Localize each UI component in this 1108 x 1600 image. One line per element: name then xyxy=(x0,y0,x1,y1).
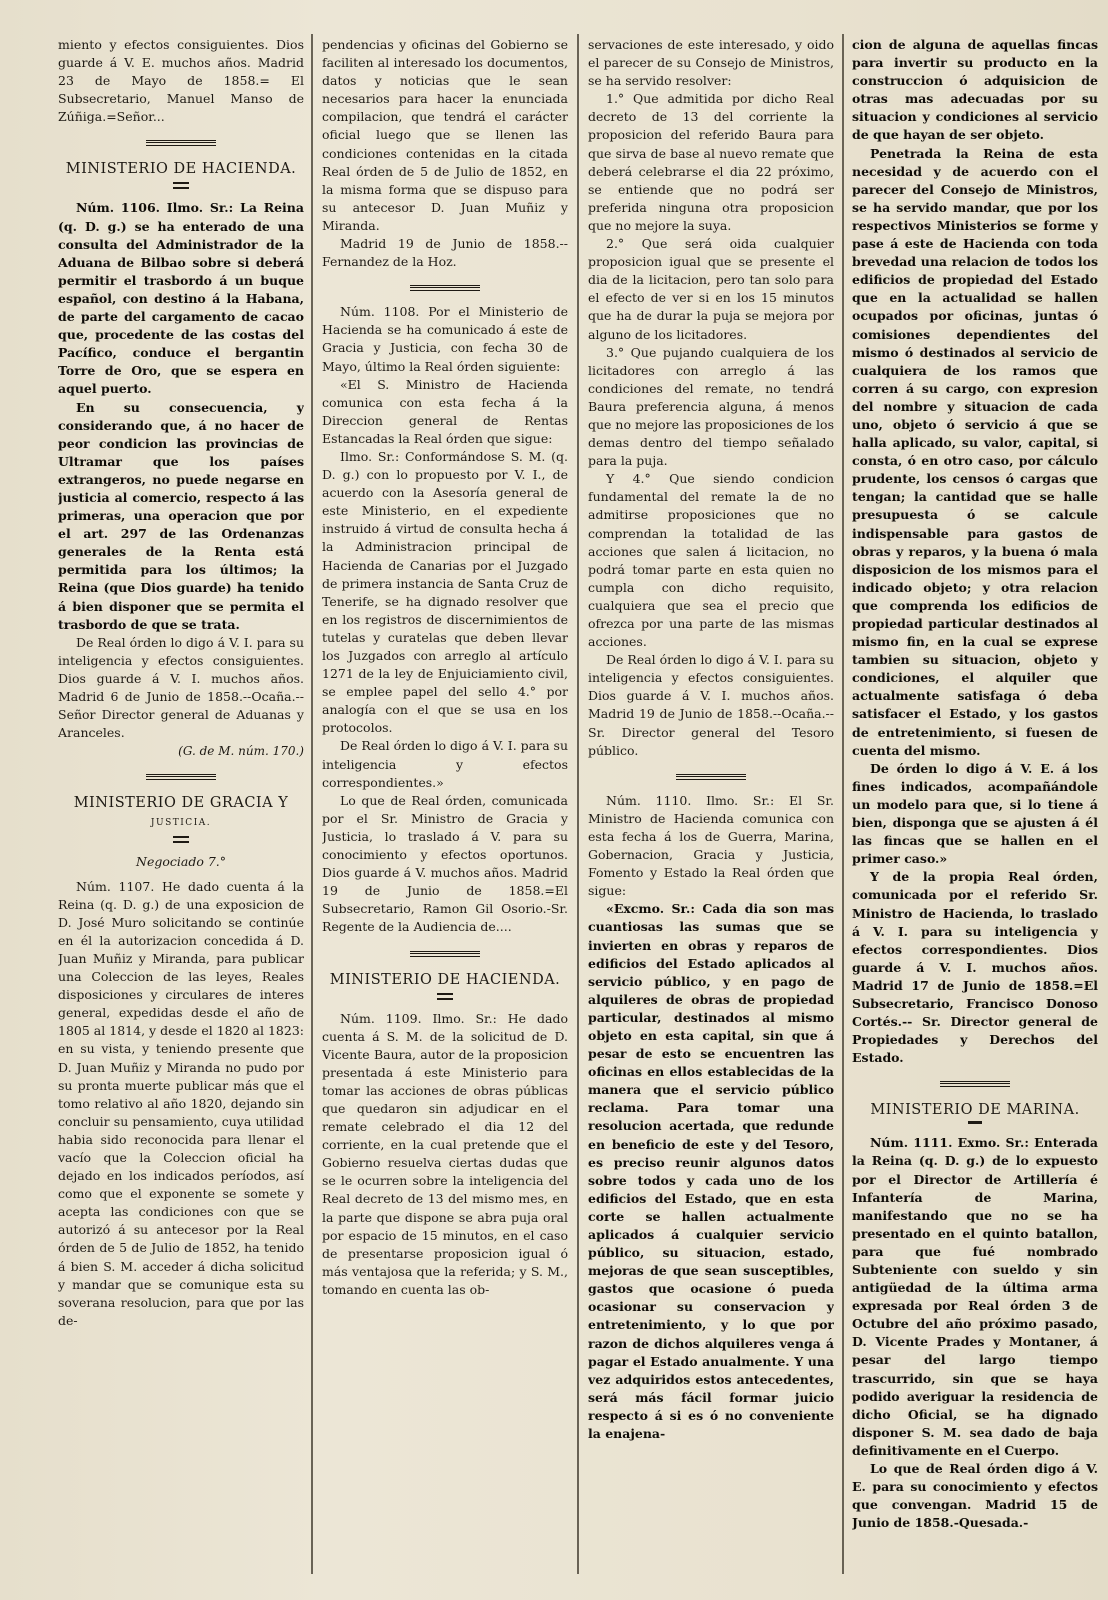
column-1 xyxy=(58,36,304,1330)
heading-ornament xyxy=(173,182,189,189)
paragraph: miento y efectos consiguientes. Dios guarde á V. E. muchos años. Madrid 23 de Mayo de 1858.= El Subsecretario, Manuel Manso de Zúñiga.=Señor... xyxy=(58,37,304,125)
paragraph: De órden lo digo á V. E. á los fines indicados, acompañándole un modelo para que, si lo tiene á bien, disponga que se ajusten á él las fincas que se hallen en el primer caso.» xyxy=(852,760,1098,867)
paragraph: De Real órden lo digo á V. I. para su inteligencia y efectos consiguientes. Dios guarde á V. I. muchos años. Madrid 19 de Junio de 1858.--Ocaña.--Sr. Director general del Tesoro público. xyxy=(588,652,834,758)
column-4 xyxy=(852,36,1098,1532)
paragraph: Y de la propia Real órden, comunicada por el referido Sr. Ministro de Hacienda, lo traslado á V. I. para su inteligencia y efectos correspondientes. Dios guarde á V. I. muchos años. Madrid 17 de Junio de 1858.=El Subsecretario, Francisco Donoso Cortés.-- Sr. Director general de Propiedades y Derechos del Estado. xyxy=(852,869,1098,1066)
column-3 xyxy=(588,36,834,1443)
section-separator xyxy=(676,774,746,780)
section-separator xyxy=(410,285,480,291)
section-separator xyxy=(940,1081,1010,1087)
column-divider xyxy=(842,34,844,1574)
paragraph: Ilmo. Sr.: Conformándose S. M. (q. D. g.) con lo propuesto por V. I., de acuerdo con la Asesoría general de este Ministerio, en el expediente instruido á virtud de consulta hecha á la Administracion principal de Hacienda de Canarias por el Juzgado de primera instancia de Santa Cruz de Tenerife, se ha dignado resolver que en los registros de discernimientos de tutelas y curatelas que deben llevar los Juzgados con arreglo al artículo 1271 de la ley de Enjuiciamiento civil, se emplee papel del sello 4.° por analogía con el que se usa en los protocolos. xyxy=(322,448,568,736)
paragraph: 2.° Que será oida cualquier proposicion igual que se presente el dia de la licitacion, pero tan solo para el efecto de ver si en los 15 minutos que ha de durar la puja se mejora por alguno de los licitadores. xyxy=(588,236,834,342)
heading-ornament xyxy=(968,1121,982,1124)
paragraph: pendencias y oficinas del Gobierno se faciliten al interesado los documentos, datos y noticias que le sean necesarios para hacer la enunciada compilacion, que tendrá el carácter oficial luego que se llenen las condiciones contenidas en la citada Real órden de 5 de Julio de 1852, en la misma forma que se dispuso para su antecesor D. Juan Muñiz y Miranda. xyxy=(322,37,568,233)
paragraph: cion de alguna de aquellas fincas para invertir su producto en la construccion ó adquisicion de otras mas adecuadas por su situacion y condiciones al servicio de que hayan de ser objeto. xyxy=(852,37,1098,143)
paragraph: 3.° Que pujando cualquiera de los licitadores con arreglo á las condiciones del remate, no tendrá Baura preferencia alguna, á menos que no mejore las proposiciones de los demas dentro del tiempo señalado para la puja. xyxy=(588,344,834,469)
column-divider xyxy=(311,34,313,1574)
paragraph: servaciones de este interesado, y oido el parecer de su Consejo de Ministros, se ha servido resolver: xyxy=(588,37,834,89)
section-separator xyxy=(146,140,216,146)
paragraph: Madrid 19 de Junio de 1858.-- Fernandez de la Hoz. xyxy=(322,236,568,270)
section-separator xyxy=(146,774,216,780)
section-separator xyxy=(410,951,480,957)
paragraph: Penetrada la Reina de esta necesidad y de acuerdo con el parecer del Consejo de Ministros, se ha servido mandar, que por los respectivos Ministerios se forme y pase á este de Hacienda con toda brevedad una relacion de todos los edificios de propiedad del Estado que en la actualidad se hallen ocupados por oficinas, juntas ó comisiones dependientes del mismo ó destinados al servicio de cualquiera de los ramos que corren á su cargo, con expresion del nombre y situacion de cada uno, objeto ó servicio á que se halla aplicado, su valor, capital, si consta, ó en otro caso, por cálculo prudente, los censos ó cargas que tengan; la cantidad que se halle presupuesta ó se calcule indispensable para gastos de obras y reparos, y la buena ó mala disposicion de los mismos para el indicado objeto; y otra relacion que comprenda los edificios de propiedad particular destinados al mismo fin, en la cual se exprese tambien su situacion, objeto y condiciones, el alquiler que actualmente satisfaga ó deba satisfacer el Estado, y los gastos de entretenimiento, si fuesen de cuenta del mismo. xyxy=(852,145,1098,758)
heading-ornament xyxy=(173,836,189,843)
paragraph: Núm. 1109. Ilmo. Sr.: He dado cuenta á S. M. de la solicitud de D. Vicente Baura, autor de la proposicion presentada á este Ministerio para tomar las acciones de obras públicas que quedaron sin adjudicar en el remate celebrado el dia 12 del corriente, en la cual pretende que el Gobierno resuelva ciertas dudas que se le ocurren sobre la inteligencia del Real decreto de 13 del mismo mes, en la parte que dispone se abra puja oral por espacio de 15 minutos, en el caso de presentarse proposicion igual ó más ventajosa que la referida; y S. M., tomando en cuenta las ob- xyxy=(322,1010,568,1297)
section-heading: MINISTERIO DE GRACIA Y xyxy=(73,795,289,812)
paragraph: De Real órden lo digo á V. I. para su inteligencia y efectos correspondientes.» xyxy=(322,738,568,790)
paragraph: En su consecuencia, y considerando que, á no hacer de peor condicion las provincias de Ultramar que los países extrangeros, no puede negarse en justicia al comercio, respecto á las primeras, una operacion que por el art. 297 de las Ordenanzas generales de la Renta está permitida para los últimos; la Reina (que Dios guarde) ha tenido á bien disponer que se permita el trasbordo de que se trata. xyxy=(58,399,304,632)
negociado-label: Negociado 7.° xyxy=(136,854,226,870)
paragraph: 1.° Que admitida por dicho Real decreto de 13 del corriente la proposicion del referido Baura para que sirva de base al nuevo remate que deberá celebrarse el dia 22 próximo, se entiende que no podrá ser preferida ninguna otra proposicion que no mejore la suya. xyxy=(588,91,834,233)
source-reference: (G. de M. núm. 170.) xyxy=(178,744,304,759)
paragraph: «Excmo. Sr.: Cada dia son mas cuantiosas las sumas que se invierten en obras y reparos de edificios del Estado aplicados al servicio público, y en pago de alquileres de obras de propiedad particular, destinados al mismo objeto en esta capital, sin que á pesar de esto se encuentren las oficinas en ellos establecidas de la manera que el servicio público reclama. Para tomar una resolucion acertada, que redunde en beneficio de este y del Tesoro, es preciso reunir algunos datos sobre todos y cada uno de los edificios del Estado, que en esta corte se hallen actualmente aplicados á cualquier servicio público, su situacion, estado, mejoras de que sean susceptibles, gastos que ocasione ó pueda ocasionar su conservacion y entretenimiento, y lo que por razon de dichos alquileres venga á pagar el Estado anualmente. Y una vez adquiridos estos antecedentes, será más fácil formar juicio respecto á si es ó no conveniente la enajena- xyxy=(588,901,834,1442)
paragraph: Lo que de Real órden, comunicada por el Sr. Ministro de Gracia y Justicia, lo traslado á V. para su conocimiento y efectos oportunos. Dios guarde á V. muchos años. Madrid 19 de Junio de 1858.=El Subsecretario, Ramon Gil Osorio.-Sr. Regente de la Audiencia de.... xyxy=(322,792,568,935)
paragraph: De Real órden lo digo á V. I. para su inteligencia y efectos consiguientes. Dios guarde á V. I. muchos años. Madrid 6 de Junio de 1858.--Ocaña.--Señor Director general de Aduanas y Aranceles. xyxy=(58,634,304,741)
section-subheading: JUSTICIA. xyxy=(150,818,212,829)
column-2 xyxy=(322,36,568,1299)
section-heading: MINISTERIO DE HACIENDA. xyxy=(329,971,561,988)
paragraph: Y 4.° Que siendo condicion fundamental del remate la de no admitirse proposiciones que no comprendan la totalidad de las acciones que salen á licitacion, no podrá tomar parte en esta quien no cumpla con dicho requisito, cualquiera que sea el precio que ofrezca por una parte de las mismas acciones. xyxy=(588,471,834,650)
section-heading: MINISTERIO DE MARINA. xyxy=(870,1102,1080,1119)
paragraph: Núm. 1110. Ilmo. Sr.: El Sr. Ministro de Hacienda comunica con esta fecha á los de Guerra, Marina, Gobernacion, Gracia y Justicia, Fomento y Estado la Real órden que sigue: xyxy=(588,792,834,899)
heading-ornament xyxy=(437,993,453,1000)
paragraph: Núm. 1111. Exmo. Sr.: Enterada la Reina (q. D. g.) de lo expuesto por el Director de Artillería é Infantería de Marina, manifestando que no se ha presentado en el quinto batallon, para que fué nombrado Subteniente con sueldo y sin antigüedad de la última arma expresada por Real órden 3 de Octubre del año próximo pasado, D. Vicente Prades y Montaner, á pesar del largo tiempo trascurrido, sin que se haya podido averiguar la residencia de dicho Oficial, se ha dignado disponer S. M. sea dado de baja definitivamente en el Cuerpo. xyxy=(852,1135,1098,1458)
column-divider xyxy=(577,34,579,1574)
paragraph: Núm. 1107. He dado cuenta á la Reina (q. D. g.) de una exposicion de D. José Muro solicitando se continúe en él la autorizacion concedida á D. Juan Muñiz y Miranda, para publicar una Coleccion de las leyes, Reales disposiciones y circulares de interes general, expedidas desde el año de 1805 al 1814, y desde el 1820 al 1823: en su vista, y teniendo presente que D. Juan Muñiz y Miranda no pudo por su pronta muerte publicar más que el tomo relativo al año 1820, dejando sin concluir su pensamiento, cuya utilidad habia sido reconocida para llenar el vacío que la Coleccion oficial ha dejado en los indicados períodos, así como que el exponente se somete y acepta las condiciones con que se autorizó á su antecesor por la Real órden de 5 de Julio de 1852, ha tenido á bien S. M. acceder á dicha solicitud y mandar que se comunique esta su soverana resolucion, para que por las de- xyxy=(58,878,304,1328)
paragraph: «El S. Ministro de Hacienda comunica con esta fecha á la Direccion general de Rentas Estancadas la Real órden que sigue: xyxy=(322,376,568,446)
paragraph: Núm. 1106. Ilmo. Sr.: La Reina (q. D. g.) se ha enterado de una consulta del Administrador de la Aduana de Bilbao sobre si deberá permitir el trasbordo á un buque español, con destino á la Habana, de parte del cargamento de cacao que, procedente de las costas del Pacífico, conduce el bergantin Torre de Oro, que se espera en aquel puerto. xyxy=(58,200,304,397)
section-heading: MINISTERIO DE HACIENDA. xyxy=(65,161,297,178)
paragraph: Núm. 1108. Por el Ministerio de Hacienda se ha comunicado á este de Gracia y Justicia, con fecha 30 de Mayo, último la Real órden siguiente: xyxy=(322,304,568,374)
paragraph: Lo que de Real órden digo á V. E. para su conocimiento y efectos que convengan. Madrid 15 de Junio de 1858.-Quesada.- xyxy=(852,1461,1098,1531)
